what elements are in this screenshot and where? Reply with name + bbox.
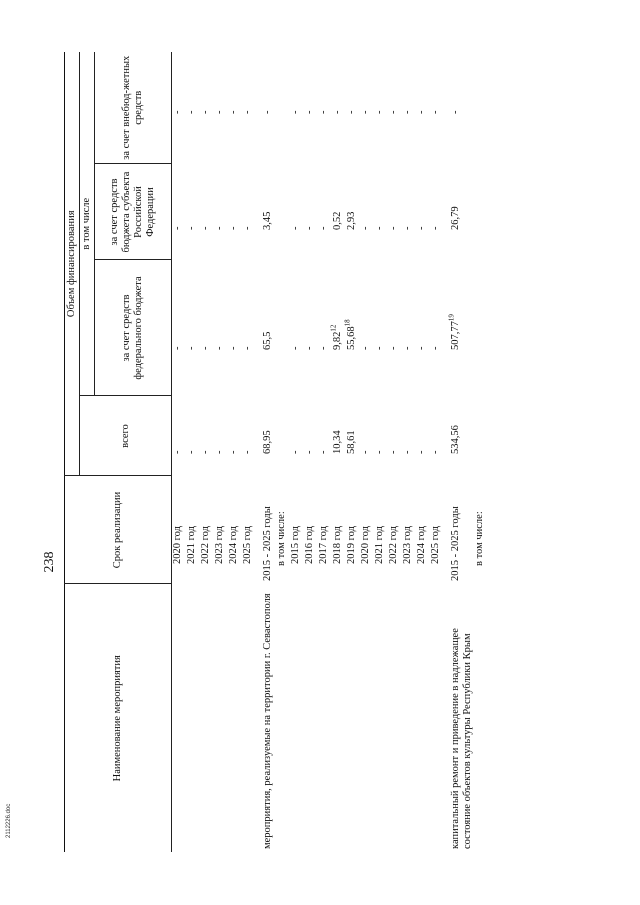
table-row (332, 52, 346, 852)
table-row (430, 52, 444, 852)
row-name (388, 584, 402, 852)
row-extrabudget (276, 52, 290, 164)
row-federal (329, 260, 346, 396)
row-subject: - (402, 226, 413, 230)
table-row (214, 52, 228, 852)
row-total: 68,95 (262, 430, 273, 454)
row-total: 58,61 (346, 430, 357, 454)
footnote-ref: 12 (329, 324, 338, 332)
federal-value: 65,5 (262, 331, 273, 350)
federal-value: - (360, 346, 371, 350)
row-extrabudget: - (388, 110, 399, 114)
table-row (172, 52, 187, 852)
header-federal: за счет средств федерального бюджета (95, 260, 172, 396)
row-federal (172, 260, 187, 396)
header-name: Наименование мероприятия (65, 584, 172, 852)
row-period: 2018 год (332, 526, 343, 564)
row-extrabudget: - (242, 110, 253, 114)
row-federal (214, 260, 228, 396)
row-subject: - (242, 226, 253, 230)
row-extrabudget: - (262, 110, 273, 114)
row-federal (444, 260, 474, 396)
row-extrabudget: - (416, 110, 427, 114)
row-period: 2021 год (374, 526, 385, 564)
row-federal (402, 260, 416, 396)
row-total: - (388, 450, 399, 454)
row-subject: 26,79 (450, 206, 461, 230)
table-row (346, 52, 360, 852)
federal-value: - (318, 346, 329, 350)
federal-value: 9,82 (332, 331, 343, 350)
row-total: - (430, 450, 441, 454)
financing-table (64, 52, 488, 852)
row-subject: - (374, 226, 385, 230)
row-name (332, 584, 346, 852)
row-extrabudget: - (430, 110, 441, 114)
row-name (474, 584, 488, 852)
row-total: - (318, 450, 329, 454)
row-name (360, 584, 374, 852)
row-period: 2019 год (346, 526, 357, 564)
row-subject: - (360, 226, 371, 230)
row-federal (242, 260, 256, 396)
row-period: 2021 год (186, 526, 197, 564)
footnote-ref: 19 (447, 314, 456, 322)
table-row (290, 52, 304, 852)
row-total: - (186, 450, 197, 454)
row-extrabudget: - (200, 110, 211, 114)
table-row (388, 52, 402, 852)
row-period: в том числе: (474, 511, 485, 566)
row-federal (304, 260, 318, 396)
header-financing: Объем финансирования (65, 52, 80, 476)
row-subject: - (430, 226, 441, 230)
federal-value: - (416, 346, 427, 350)
table-row (304, 52, 318, 852)
row-extrabudget: - (360, 110, 371, 114)
row-name (172, 584, 187, 852)
federal-value: - (228, 346, 239, 350)
row-federal (343, 260, 360, 396)
row-extrabudget: - (374, 110, 385, 114)
federal-value: - (374, 346, 385, 350)
row-subject: - (304, 226, 315, 230)
row-total: - (374, 450, 385, 454)
table-row (276, 52, 290, 852)
header-including: в том числе (80, 52, 95, 396)
row-name (200, 584, 214, 852)
row-total (474, 396, 488, 476)
row-federal (228, 260, 242, 396)
row-subject: - (416, 226, 427, 230)
row-name (228, 584, 242, 852)
row-subject (474, 164, 488, 260)
row-period: 2024 год (416, 526, 427, 564)
row-total: - (200, 450, 211, 454)
row-period: 2017 год (318, 526, 329, 564)
row-federal (360, 260, 374, 396)
row-total: - (360, 450, 371, 454)
header-subject: за счет средств бюджета субъекта Российской Федерации (95, 164, 172, 260)
row-subject: 3,45 (262, 211, 273, 230)
federal-value: - (388, 346, 399, 350)
row-federal (290, 260, 304, 396)
row-extrabudget: - (332, 110, 343, 114)
page-number: 238 (42, 551, 57, 573)
row-total: - (416, 450, 427, 454)
row-federal (200, 260, 214, 396)
row-name (186, 584, 200, 852)
row-subject: 2,93 (346, 211, 357, 230)
federal-value: - (172, 346, 183, 350)
row-subject: - (318, 226, 329, 230)
row-extrabudget: - (304, 110, 315, 114)
federal-value: - (304, 346, 315, 350)
row-extrabudget: - (318, 110, 329, 114)
row-total: - (304, 450, 315, 454)
row-total: 534,56 (450, 425, 461, 454)
table-body (172, 52, 489, 852)
row-extrabudget: - (346, 110, 357, 114)
footnote-ref: 18 (343, 319, 352, 327)
header-period: Срок реализации (65, 476, 172, 584)
table-row (228, 52, 242, 852)
row-subject: - (228, 226, 239, 230)
table-row (360, 52, 374, 852)
row-name (242, 584, 256, 852)
table-row (416, 52, 430, 852)
row-subject: - (186, 226, 197, 230)
row-period: 2023 год (402, 526, 413, 564)
federal-value: - (186, 346, 197, 350)
row-subject: 0,52 (332, 211, 343, 230)
table-row (474, 52, 488, 852)
row-subject: - (172, 226, 183, 230)
federal-value: - (430, 346, 441, 350)
header-extrabudget: за счет внебюд-жетных средств (95, 52, 172, 164)
row-name (276, 584, 290, 852)
row-period: 2025 год (430, 526, 441, 564)
federal-value: - (290, 346, 301, 350)
row-federal (474, 260, 488, 396)
row-total: - (242, 450, 253, 454)
row-period: 2022 год (388, 526, 399, 564)
row-extrabudget: - (402, 110, 413, 114)
row-name: мероприятия, реализуемые на территории г. Севастополя (262, 593, 273, 849)
row-extrabudget: - (214, 110, 225, 114)
row-extrabudget: - (186, 110, 197, 114)
row-total: - (214, 450, 225, 454)
table-row (186, 52, 200, 852)
row-extrabudget: - (172, 110, 183, 114)
row-subject (276, 164, 290, 260)
row-subject: - (214, 226, 225, 230)
row-name (318, 584, 332, 852)
row-total: 10,34 (332, 430, 343, 454)
row-name (346, 584, 360, 852)
rotated-table-frame (28, 52, 588, 852)
row-name (290, 584, 304, 852)
row-period: 2024 год (228, 526, 239, 564)
row-subject: - (200, 226, 211, 230)
row-period: 2015 год (290, 526, 301, 564)
row-period: 2015 - 2025 годы (262, 506, 273, 581)
table-row (256, 52, 276, 852)
federal-value: 507,77 (450, 321, 461, 350)
row-federal (430, 260, 444, 396)
row-federal (276, 260, 290, 396)
row-name (304, 584, 318, 852)
row-total: - (172, 450, 183, 454)
table-row (402, 52, 416, 852)
table-row (444, 52, 474, 852)
row-extrabudget: - (450, 110, 461, 114)
table-row (200, 52, 214, 852)
row-name (374, 584, 388, 852)
row-period: 2020 год (172, 526, 183, 564)
row-federal (256, 260, 276, 396)
row-name: капитальный ремонт и приведение в надлежащее состояние объектов культуры Республики Крым (450, 628, 473, 849)
table-row (374, 52, 388, 852)
row-federal (388, 260, 402, 396)
row-period: 2022 год (200, 526, 211, 564)
row-total: - (402, 450, 413, 454)
footer-code: 2112226.doc (6, 803, 12, 838)
federal-value: - (242, 346, 253, 350)
row-name (402, 584, 416, 852)
row-name (214, 584, 228, 852)
row-federal (374, 260, 388, 396)
row-name (430, 584, 444, 852)
row-name (416, 584, 430, 852)
header-total: всего (80, 396, 172, 476)
row-total: - (228, 450, 239, 454)
row-subject: - (388, 226, 399, 230)
table-row (318, 52, 332, 852)
row-subject: - (290, 226, 301, 230)
row-period: 2020 год (360, 526, 371, 564)
row-extrabudget: - (228, 110, 239, 114)
row-total (276, 396, 290, 476)
federal-value: 55,68 (346, 326, 357, 350)
federal-value: - (402, 346, 413, 350)
row-period: 2025 год (242, 526, 253, 564)
row-federal (416, 260, 430, 396)
row-total: - (290, 450, 301, 454)
row-federal (186, 260, 200, 396)
row-extrabudget (474, 52, 488, 164)
federal-value: - (214, 346, 225, 350)
row-period: 2023 год (214, 526, 225, 564)
row-extrabudget: - (290, 110, 301, 114)
table-row (242, 52, 256, 852)
row-period: в том числе: (276, 511, 287, 566)
federal-value: - (200, 346, 211, 350)
row-period: 2016 год (304, 526, 315, 564)
row-period: 2015 - 2025 годы (450, 506, 461, 581)
